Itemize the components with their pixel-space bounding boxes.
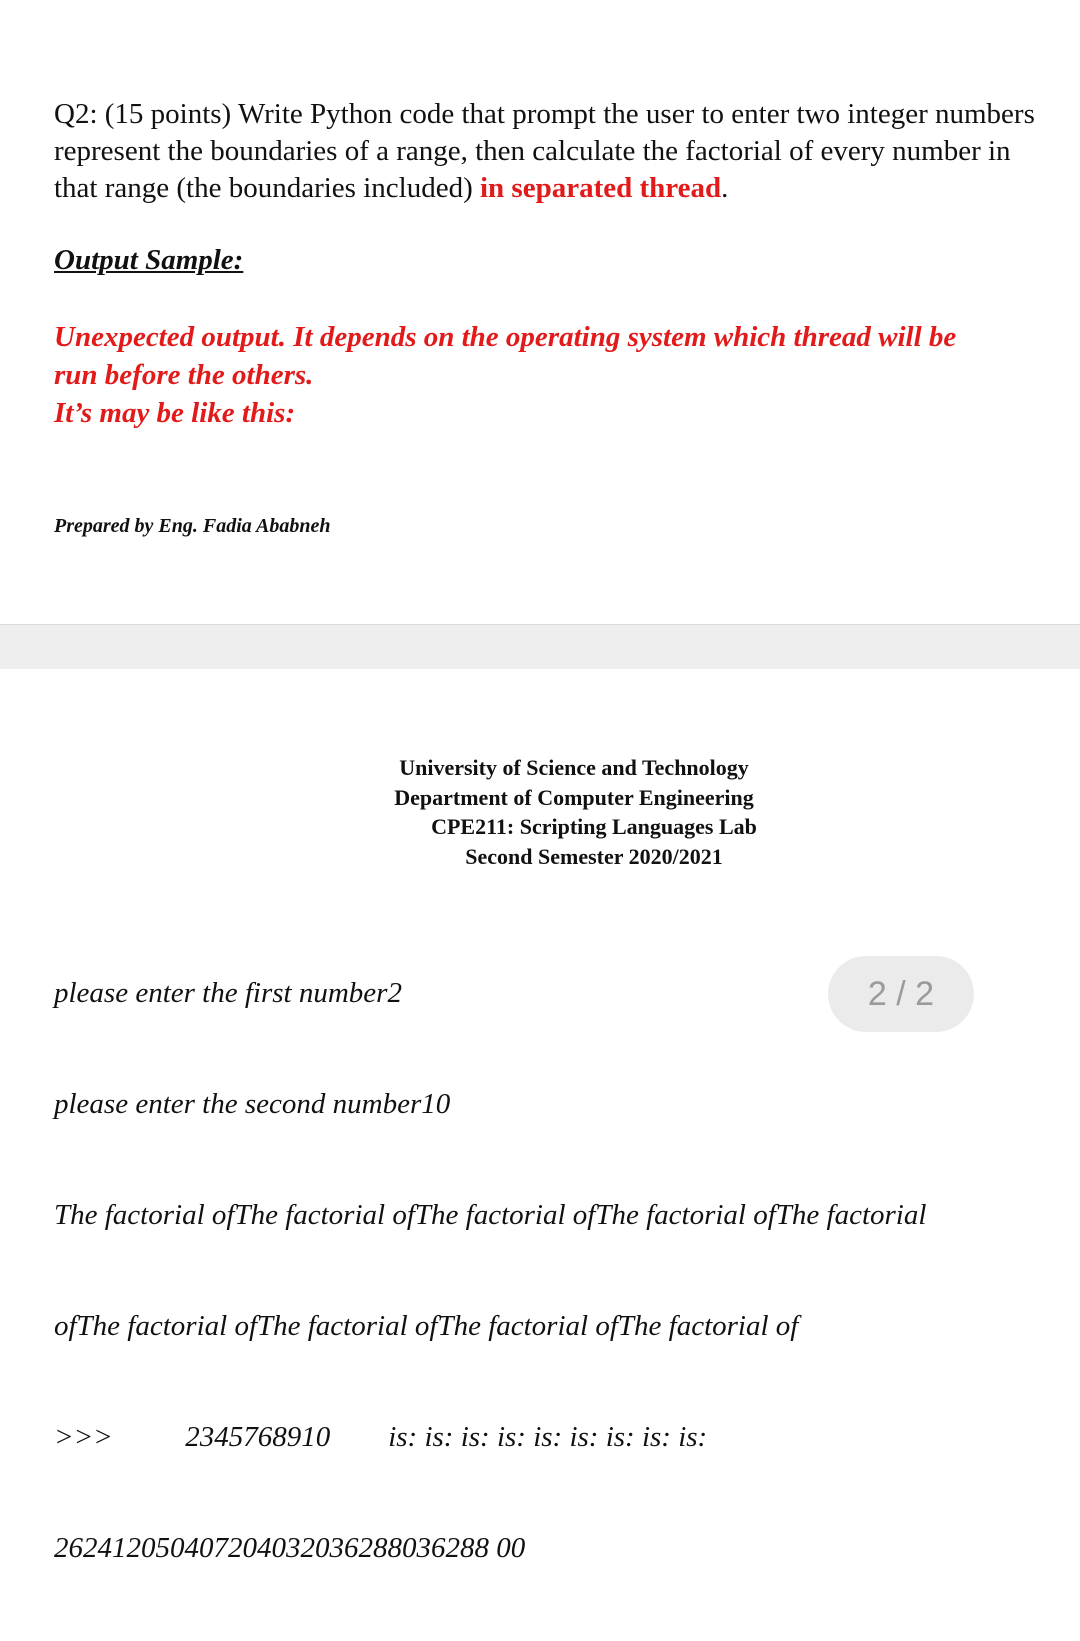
console-line-5: >>> 2345768910 is: is: is: is: is: is: is: is: is: [54, 1421, 708, 1453]
note-line-2: run before the others. [54, 359, 314, 391]
console-line-1: please enter the first number2 [54, 977, 402, 1009]
console-line-4: ofThe factorial ofThe factorial ofThe factorial ofThe factorial of [54, 1310, 799, 1342]
page-separator [0, 624, 1080, 670]
header-course: CPE211: Scripting Languages Lab [431, 814, 757, 839]
note-line-1: Unexpected output. It depends on the operating system which thread will be [54, 321, 957, 353]
console-line-6: 262412050407204032036288036288 00 [54, 1532, 526, 1564]
question-highlight: in separated thread [479, 172, 722, 204]
header-university: University of Science and Technology [399, 755, 749, 780]
console-line-3: The factorial ofThe factorial ofThe factorial ofThe factorial ofThe factorial [54, 1199, 927, 1231]
prepared-by: Prepared by Eng. Fadia Ababneh [54, 515, 331, 537]
document-page-1 [0, 0, 1080, 624]
header-semester: Second Semester 2020/2021 [465, 843, 723, 869]
course-header [0, 753, 1080, 871]
header-department: Department of Computer Engineering [394, 784, 754, 810]
output-note [54, 318, 1074, 432]
question-end: . [721, 172, 729, 204]
console-line-2: please enter the second number10 [54, 1088, 451, 1120]
note-line-3: It’s may be like this: [54, 397, 296, 429]
question-plain: Q2: (15 points) Write Python code that prompt the user to enter two integer numbers represent the boundaries of a range, then calculate the factorial of every number in that range (the boundaries included) [54, 98, 1035, 204]
output-sample-heading: Output Sample: [54, 244, 244, 276]
question-text [54, 96, 1044, 207]
document-page-2 [0, 669, 1080, 1564]
page-number-indicator: 2 / 2 [828, 956, 974, 1032]
